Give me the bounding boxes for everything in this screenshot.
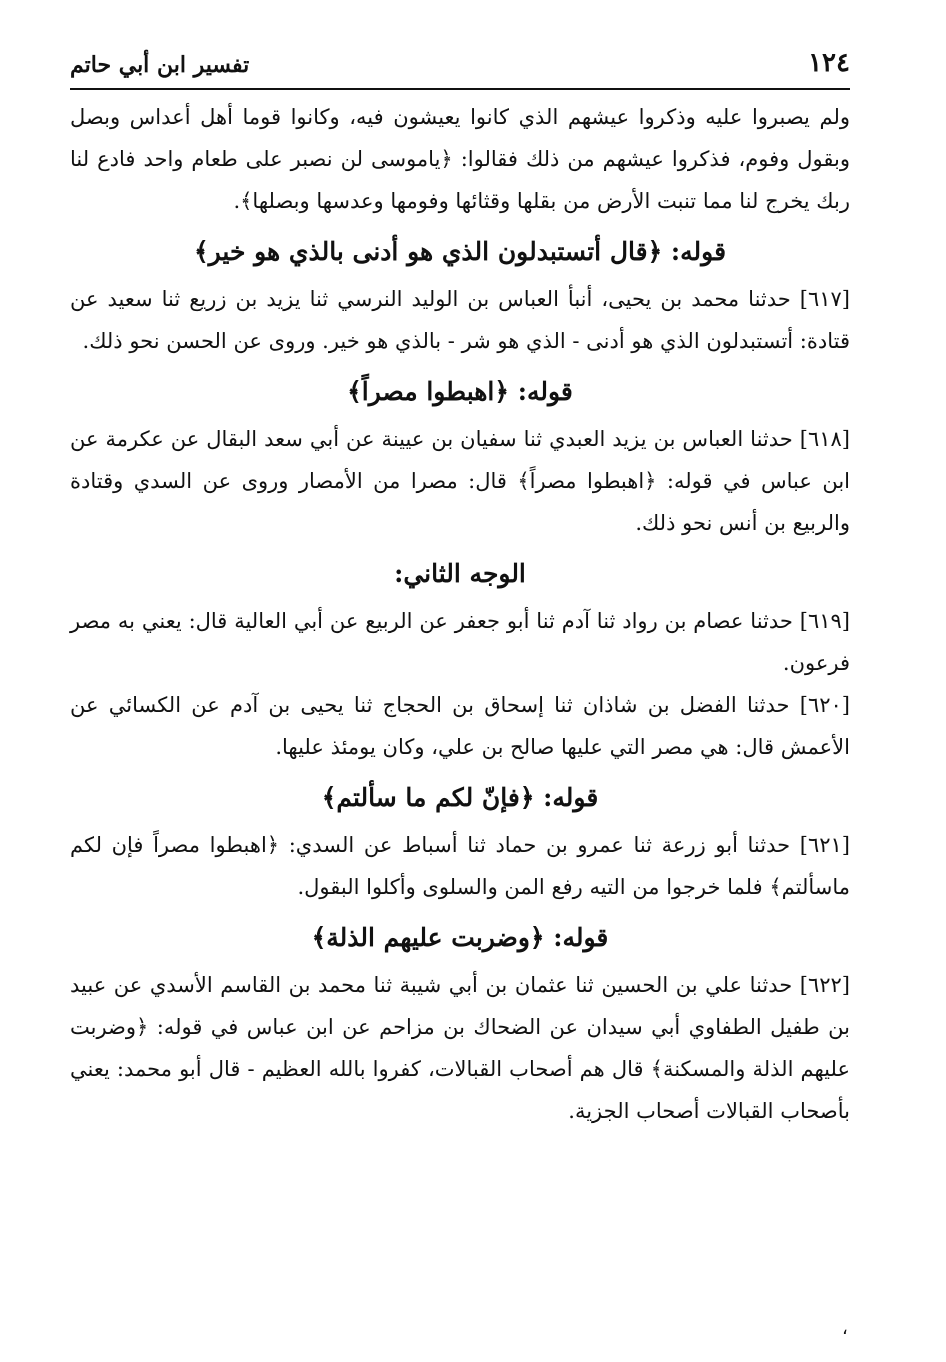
section-heading-1: قوله: ﴿قال أتستبدلون الذي هو أدنى بالذي هو خير﴾	[193, 237, 727, 266]
running-header	[70, 40, 850, 90]
page-number: ١٢٤	[808, 48, 850, 78]
narration-617: [٦١٧] حدثنا محمد بن يحيى، أنبأ العباس بن الوليد النرسي ثنا يزيد بن زريع ثنا سعيد عن قتادة: أتستبدلون الذي هو أدنى - الذي هو شر - بالذي هو خير. وروى عن الحسن نحو ذلك.	[70, 287, 850, 353]
section-heading-2: قوله: ﴿اهبطوا مصراً﴾	[347, 377, 573, 406]
section-heading-3: الوجه الثاني:	[394, 559, 526, 588]
narration-619: [٦١٩] حدثنا عصام بن رواد ثنا آدم ثنا أبو جعفر عن الربيع عن أبي العالية قال: يعني به مصر فرعون.	[70, 609, 850, 675]
section-heading-4: قوله: ﴿فإنّ لكم ما سألتم﴾	[321, 783, 599, 812]
narration-622: [٦٢٢] حدثنا علي بن الحسين ثنا عثمان بن أبي شيبة ثنا محمد بن القاسم الأسدي عن عبيد بن طفيل الطفاوي أبي سيدان عن الضحاك بن مزاحم عن ابن عباس في قوله: ﴿وضربت عليهم الذلة والمسكنة﴾ قال هم أصحاب القبالات، كفروا بالله العظيم - قال أبو محمد: يعني بأصحاب القبالات أصحاب الجزية.	[70, 973, 850, 1123]
narration-621: [٦٢١] حدثنا أبو زرعة ثنا عمرو بن حماد ثنا أسباط عن السدي: ﴿اهبطوا مصراً فإن لكم ماسألتم﴾ فلما خرجوا من التيه رفع المن والسلوى وأكلوا البقول.	[70, 833, 850, 899]
page-body	[70, 96, 850, 1132]
narration-620: [٦٢٠] حدثنا الفضل بن شاذان ثنا إسحاق بن الحجاج ثنا يحيى بن آدم عن الكسائي عن الأعمش قال: هي مصر التي عليها صالح بن علي، وكان يومئذ عليها.	[70, 693, 850, 759]
section-heading-5: قوله: ﴿وضربت عليهم الذلة﴾	[311, 923, 609, 952]
running-title: تفسير ابن أبي حاتم	[70, 52, 250, 78]
narration-618: [٦١٨] حدثنا العباس بن يزيد العبدي ثنا سفيان بن عيينة عن أبي سعد البقال عن عكرمة عن ابن عباس في قوله: ﴿اهبطوا مصراً﴾ قال: مصرا من الأمصار وروى عن السدي وقتادة والربيع بن أنس نحو ذلك.	[70, 427, 850, 535]
footer-mark: ،	[842, 1318, 848, 1339]
paragraph-opening: ولم يصبروا عليه وذكروا عيشهم الذي كانوا يعيشون فيه، وكانوا قوما أهل أعداس وبصل وبقول وفوم، فذكروا عيشهم من ذلك فقالوا: ﴿ياموسى لن نصبر على طعام واحد فادع لنا ربك يخرج لنا مما تنبت الأرض من بقلها وقثائها وفومها وعدسها وبصلها﴾.	[70, 105, 850, 213]
